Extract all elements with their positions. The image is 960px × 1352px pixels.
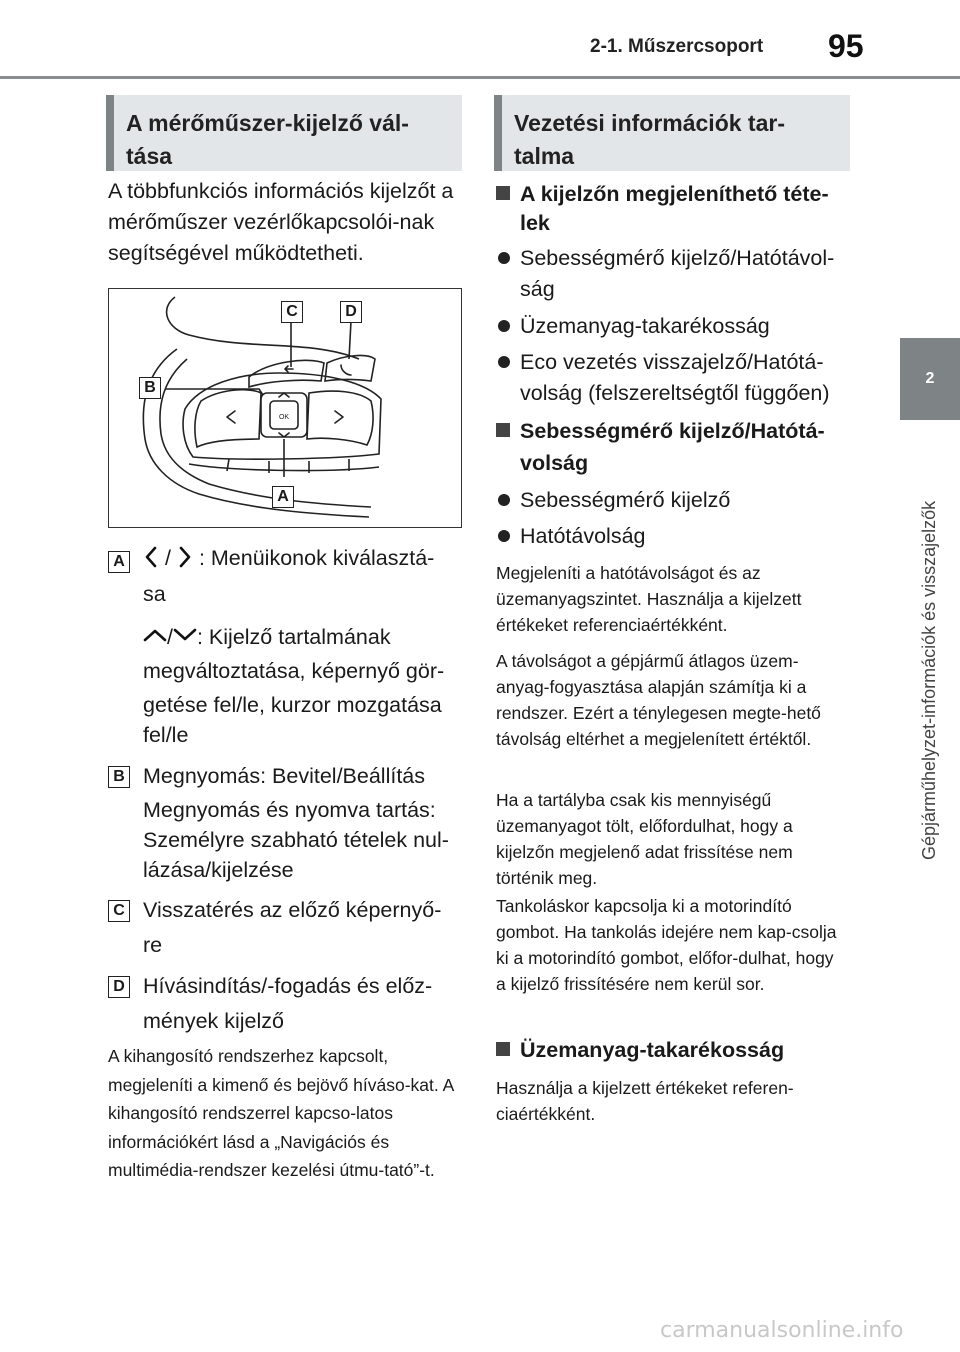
item-a-line: getése fel/le, kurzor mozgatása bbox=[143, 693, 442, 717]
square-bullet-icon bbox=[496, 423, 510, 437]
paragraph-distance-calc: A távolságot a gépjármű átlagos üzem-anyag-fogyasztása alapján számítja ki a rendszer. Ezért a ténylegesen megte-hető távolság eltérhet a megjelenített értéktől. bbox=[496, 651, 821, 749]
section-title-line: talma bbox=[514, 143, 575, 169]
steering-switch-diagram bbox=[108, 288, 462, 528]
paragraph-reference-values: Használja a kijelzett értékeket referen-ciaértékként. bbox=[496, 1078, 794, 1124]
bullet-dot-icon bbox=[498, 356, 510, 368]
diagram-label-a: A bbox=[272, 486, 294, 508]
item-a-line: sa bbox=[143, 582, 166, 606]
item-label-b: B bbox=[108, 766, 130, 788]
item-b-line: lázása/kijelzése bbox=[143, 858, 294, 882]
section-title-line: Vezetési információk tar- bbox=[514, 110, 785, 136]
item-d-line: mények kijelző bbox=[143, 1009, 284, 1033]
item-label-c: C bbox=[108, 900, 130, 922]
list-item: Sebességmérő kijelző bbox=[496, 484, 846, 517]
item-a-slash: / bbox=[164, 546, 171, 570]
item-b-line: Megnyomás és nyomva tartás: bbox=[143, 798, 436, 822]
header-divider bbox=[0, 76, 960, 79]
item-label-a: A bbox=[108, 551, 130, 573]
diagram-label-b: B bbox=[139, 377, 161, 399]
item-d-line: Hívásindítás/-fogadás és előz- bbox=[143, 974, 433, 998]
section-title-line: tása bbox=[126, 143, 173, 169]
item-b-line: Megnyomás: Bevitel/Beállítás bbox=[143, 764, 426, 788]
subheading-displayable-items: A kijelzőn megjeleníthető téte- bbox=[496, 177, 846, 211]
paragraph-range-fuel: Megjeleníti a hatótávolságot és az üzemanyagszintet. Használja a kijelzett értékeket referenciaértékként. bbox=[496, 563, 802, 635]
diagram-label-d: D bbox=[340, 301, 362, 323]
item-a-line bbox=[143, 620, 463, 654]
handsfree-note: A kihangosító rendszerhez kapcsolt, megjeleníti a kimenő és bejövő híváso-kat. A kihangosító rendszerrel kapcso-latos információkért lásd a „Navigációs és multimédia-rendszer kezelési útmu-tató”-t. bbox=[108, 1046, 454, 1180]
subheading-line: volság bbox=[520, 451, 589, 475]
item-a-slash: / bbox=[167, 625, 173, 649]
square-bullet-icon bbox=[496, 1042, 510, 1056]
list-item: Sebességmérő kijelző/Hatótávol- bbox=[496, 242, 846, 275]
ok-key-label: OK bbox=[278, 414, 290, 421]
item-b-line: Személyre szabható tételek nul- bbox=[143, 828, 449, 852]
section-title-display-switch bbox=[106, 95, 462, 171]
list-item-cont: ság bbox=[520, 277, 555, 301]
subheading-fuel-economy: Üzemanyag-takarékosság bbox=[496, 1033, 846, 1067]
paragraph-small-refuel: Ha a tartályba csak kis mennyiségű üzemanyagot tölt, előfordulhat, hogy a kijelzőn megjelenő adat frissítése nem történik meg. bbox=[496, 790, 793, 888]
list-item: Üzemanyag-takarékosság bbox=[496, 310, 846, 343]
item-c-line: re bbox=[143, 933, 163, 957]
chevron-down-icon bbox=[173, 627, 197, 643]
item-a-text: : Kijelző tartalmának bbox=[196, 625, 391, 649]
item-c-line: Visszatérés az előző képernyő- bbox=[143, 898, 442, 922]
chapter-tab-number: 2 bbox=[900, 338, 960, 420]
chapter-tab-title-text: Gépjárműhelyzet-információk és visszajelzők bbox=[919, 500, 939, 860]
intro-paragraph: A többfunkciós információs kijelzőt a mérőműszer vezérlőkapcsolói-nak segítségével működtetheti. bbox=[108, 179, 454, 265]
list-item: Eco vezetés visszajelző/Hatótá- bbox=[496, 346, 846, 379]
watermark: carmanualsonline.info bbox=[660, 1318, 904, 1343]
item-a-text: : Menüikonok kiválasztá- bbox=[198, 546, 435, 570]
bullet-dot-icon bbox=[498, 252, 510, 264]
bullet-dot-icon bbox=[498, 320, 510, 332]
item-a-line: fel/le bbox=[143, 723, 189, 747]
item-a-line: megváltoztatása, képernyő gör- bbox=[143, 659, 445, 683]
list-item: Hatótávolság bbox=[496, 520, 846, 553]
bullet-dot-icon bbox=[498, 494, 510, 506]
chevron-left-icon bbox=[143, 546, 159, 568]
chapter-tab-title bbox=[912, 430, 946, 860]
subheading-speedometer-range: Sebességmérő kijelző/Hatótá- bbox=[496, 414, 846, 448]
item-label-d: D bbox=[108, 976, 130, 998]
section-title-line: A mérőműszer-kijelző vál- bbox=[126, 110, 409, 136]
subheading-line: lek bbox=[520, 211, 550, 235]
diagram-label-c: C bbox=[281, 301, 303, 323]
running-header-section: 2-1. Műszercsoport bbox=[590, 36, 764, 57]
page-number: 95 bbox=[828, 28, 864, 64]
paragraph-refuel-switch: Tankoláskor kapcsolja ki a motorindító gombot. Ha tankolás idejére nem kap-csolja ki a motorindító gombot, előfor-dulhat, hogy a kijelző frissítésére nem kerül sor. bbox=[496, 896, 837, 994]
item-a-line bbox=[143, 541, 463, 575]
list-item-cont: volság (felszereltségtől függően) bbox=[520, 381, 830, 405]
square-bullet-icon bbox=[496, 186, 510, 200]
section-title-driving-info bbox=[494, 95, 850, 171]
chevron-up-icon bbox=[143, 627, 167, 643]
bullet-dot-icon bbox=[498, 530, 510, 542]
chevron-right-icon bbox=[177, 546, 193, 568]
